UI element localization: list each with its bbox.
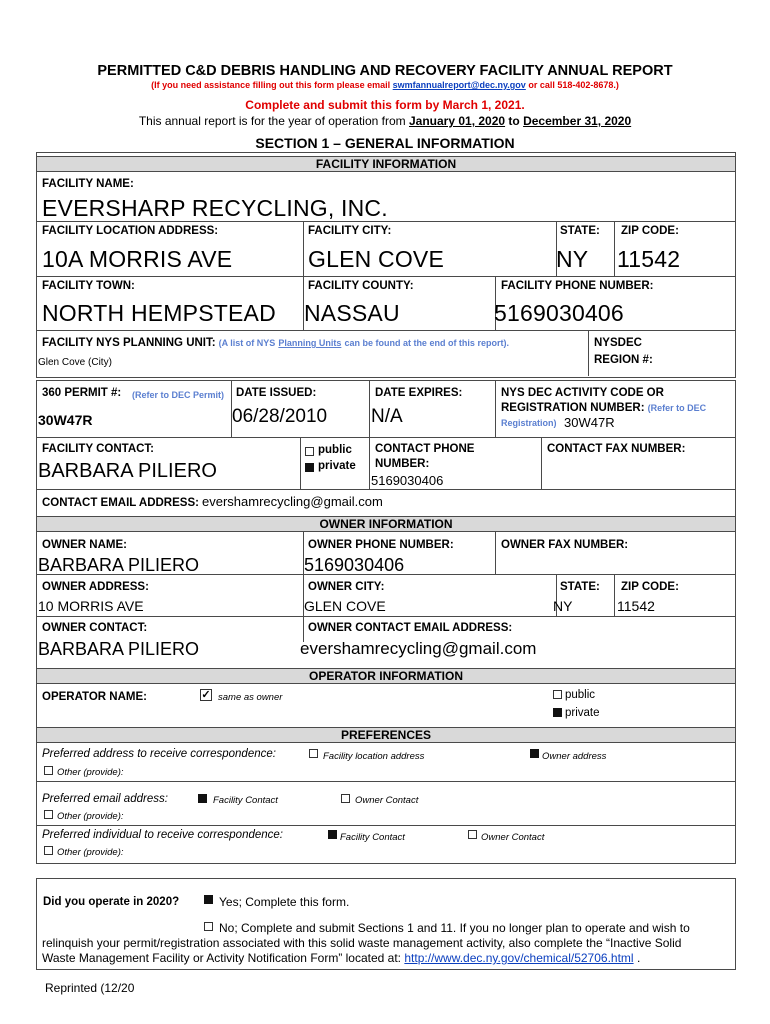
operator-private-checkbox[interactable] [553, 708, 562, 717]
year-from: January 01, 2020 [408, 114, 506, 128]
pref-email-other-checkbox[interactable] [44, 810, 53, 819]
activity-code-label-line1: NYS DEC ACTIVITY CODE OR [501, 387, 664, 399]
pref-individual-owner-label: Owner Contact [481, 832, 545, 843]
facility-city-field[interactable]: GLEN COVE [308, 246, 445, 272]
contact-email-label: CONTACT EMAIL ADDRESS: [42, 497, 199, 509]
contact-private-checkbox[interactable] [305, 463, 314, 472]
pref-individual-other-label: Other (provide): [57, 847, 124, 858]
section-1-title: SECTION 1 – GENERAL INFORMATION [255, 135, 515, 151]
date-expires-field[interactable]: N/A [371, 406, 403, 427]
facility-contact-label: FACILITY CONTACT: [42, 443, 155, 455]
pref-email-facility-checkbox[interactable] [198, 794, 207, 803]
permit-label-row [42, 387, 121, 399]
owner-contact-label: OWNER CONTACT: [42, 622, 148, 634]
pref-individual-question: Preferred individual to receive correspondence: [42, 829, 283, 841]
date-expires-label: DATE EXPIRES: [375, 387, 463, 399]
owner-zip-field[interactable]: 11542 [617, 598, 655, 614]
pref-address-facility-label: Facility location address [323, 751, 425, 762]
facility-state-label: STATE: [560, 225, 600, 237]
facility-phone-field[interactable]: 5169030406 [494, 300, 624, 326]
pref-email-owner-label: Owner Contact [355, 795, 419, 806]
facility-zip-label: ZIP CODE: [621, 225, 679, 237]
activity-code-hint: Registration) [501, 418, 557, 428]
preferences-band: PREFERENCES [37, 727, 735, 743]
activity-code-field[interactable]: 30W47R [564, 415, 615, 430]
contact-email-row [42, 494, 383, 509]
operate-no-line3: Waste Management Facility or Activity Notification Form” located at: http://www.dec.ny.gov/chemical/52706.html . [42, 951, 641, 965]
operator-info-band: OPERATOR INFORMATION [37, 668, 735, 684]
owner-state-field[interactable]: NY [553, 598, 573, 614]
facility-state-field[interactable]: NY [556, 246, 589, 272]
pref-address-other-label: Other (provide): [57, 767, 124, 778]
pref-address-facility-checkbox[interactable] [309, 749, 318, 758]
contact-email-field[interactable]: evershamrecycling@gmail.com [202, 494, 383, 509]
submit-deadline: Complete and submit this form by March 1, 2021. [245, 98, 525, 112]
same-as-owner-checkbox[interactable]: ✓ [201, 689, 211, 701]
owner-name-label: OWNER NAME: [42, 539, 127, 551]
owner-email-label: OWNER CONTACT EMAIL ADDRESS: [308, 622, 513, 634]
contact-public-checkbox[interactable] [305, 447, 314, 456]
operate-no-line2: relinquish your permit/registration associated with this solid waste management activity, also complete the “Inactive Solid [42, 936, 682, 950]
owner-contact-field[interactable]: BARBARA PILIERO [38, 639, 200, 659]
contact-phone-label-line2: NUMBER: [375, 458, 430, 470]
facility-info-band: FACILITY INFORMATION [37, 156, 735, 172]
operator-public-checkbox[interactable] [553, 690, 562, 699]
same-as-owner-label: same as owner [218, 692, 283, 703]
pref-email-other-label: Other (provide): [57, 811, 124, 822]
owner-fax-label: OWNER FAX NUMBER: [501, 539, 629, 551]
facility-city-label: FACILITY CITY: [308, 225, 392, 237]
pref-address-question: Preferred address to receive correspondence: [42, 748, 276, 760]
owner-state-label: STATE: [560, 581, 600, 593]
operate-yes-checkbox[interactable] [204, 895, 213, 904]
operate-yes-label: Yes; Complete this form. [219, 895, 350, 909]
contact-fax-label: CONTACT FAX NUMBER: [547, 443, 686, 455]
location-address-label: FACILITY LOCATION ADDRESS: [42, 225, 219, 237]
facility-phone-label: FACILITY PHONE NUMBER: [501, 280, 654, 292]
pref-email-owner-checkbox[interactable] [341, 794, 350, 803]
planning-units-link[interactable]: Planning Units [278, 338, 342, 348]
year-to: December 31, 2020 [523, 114, 632, 128]
pref-individual-facility-checkbox[interactable] [328, 830, 337, 839]
facility-county-field[interactable]: NASSAU [304, 300, 400, 326]
pref-individual-owner-checkbox[interactable] [468, 830, 477, 839]
location-address-field[interactable]: 10A MORRIS AVE [42, 246, 233, 272]
contact-phone-label-line1: CONTACT PHONE [375, 443, 475, 455]
owner-address-label: OWNER ADDRESS: [42, 581, 149, 593]
date-issued-label: DATE ISSUED: [236, 387, 317, 399]
pref-email-question: Preferred email address: [42, 793, 168, 805]
pref-individual-other-checkbox[interactable] [44, 846, 53, 855]
permit-label: 360 PERMIT #: [42, 387, 122, 399]
facility-name-field[interactable]: EVERSHARP RECYCLING, INC. [42, 195, 388, 221]
planning-unit-row: FACILITY NYS PLANNING UNIT: (A list of NYS Planning Units can be found at the end of this report). [42, 337, 509, 349]
report-year: This annual report is for the year of operation from January 01, 2020 to December 31, 2020 [138, 114, 632, 128]
owner-phone-field[interactable]: 5169030406 [304, 555, 405, 575]
region-label-line1: NYSDEC [594, 337, 642, 349]
owner-address-field[interactable]: 10 MORRIS AVE [38, 598, 144, 614]
owner-city-label: OWNER CITY: [308, 581, 385, 593]
assistance-email-link[interactable]: swmfannualreport@dec.ny.gov [392, 80, 526, 90]
facility-zip-field[interactable]: 11542 [617, 246, 681, 272]
operator-private-label: private [565, 707, 600, 719]
owner-email-field[interactable]: evershamrecycling@gmail.com [300, 639, 537, 658]
facility-town-label: FACILITY TOWN: [42, 280, 135, 292]
report-title: PERMITTED C&D DEBRIS HANDLING AND RECOVERY FACILITY ANNUAL REPORT [97, 63, 673, 79]
planning-unit-field[interactable]: Glen Cove (City) [38, 357, 112, 368]
inactive-form-link[interactable]: http://www.dec.ny.gov/chemical/52706.html [404, 951, 634, 965]
permit-hint: (Refer to DEC Permit) [132, 390, 225, 400]
operator-public-label: public [565, 689, 596, 701]
pref-individual-facility-label: Facility Contact [340, 832, 405, 843]
contact-private-label: private [318, 460, 356, 472]
facility-name-label: FACILITY NAME: [42, 178, 134, 190]
facility-town-field[interactable]: NORTH HEMPSTEAD [42, 300, 276, 326]
owner-phone-label: OWNER PHONE NUMBER: [308, 539, 454, 551]
contact-phone-field[interactable]: 5169030406 [371, 473, 444, 488]
owner-city-field[interactable]: GLEN COVE [304, 598, 386, 614]
date-issued-field[interactable]: 06/28/2010 [232, 406, 328, 427]
pref-address-owner-label: Owner address [542, 751, 607, 762]
operator-name-label: OPERATOR NAME: [42, 691, 147, 703]
owner-name-field[interactable]: BARBARA PILIERO [38, 555, 200, 575]
operate-no-line1: No; Complete and submit Sections 1 and 11. If you no longer plan to operate and wish to [219, 921, 690, 935]
operate-question: Did you operate in 2020? [43, 896, 180, 908]
contact-public-label: public [318, 444, 352, 456]
facility-county-label: FACILITY COUNTY: [308, 280, 414, 292]
activity-code-label-line2: REGISTRATION NUMBER: (Refer to DEC [501, 402, 707, 414]
pref-address-owner-checkbox[interactable] [530, 749, 539, 758]
pref-address-other-checkbox[interactable] [44, 766, 53, 775]
operate-no-checkbox[interactable] [204, 922, 213, 931]
facility-contact-field[interactable]: BARBARA PILIERO [38, 460, 217, 482]
planning-unit-label: FACILITY NYS PLANNING UNIT: [42, 337, 216, 349]
region-label-line2: REGION #: [594, 354, 653, 366]
permit-field[interactable]: 30W47R [38, 412, 93, 428]
assistance-note: (If you need assistance filling out this form please email swmfannualreport@dec.ny.gov or call 518-402-8678.) [151, 80, 619, 90]
owner-zip-label: ZIP CODE: [621, 581, 679, 593]
reprinted-footer: Reprinted (12/20 [45, 981, 135, 995]
owner-info-band: OWNER INFORMATION [37, 516, 735, 532]
pref-email-facility-label: Facility Contact [213, 795, 278, 806]
